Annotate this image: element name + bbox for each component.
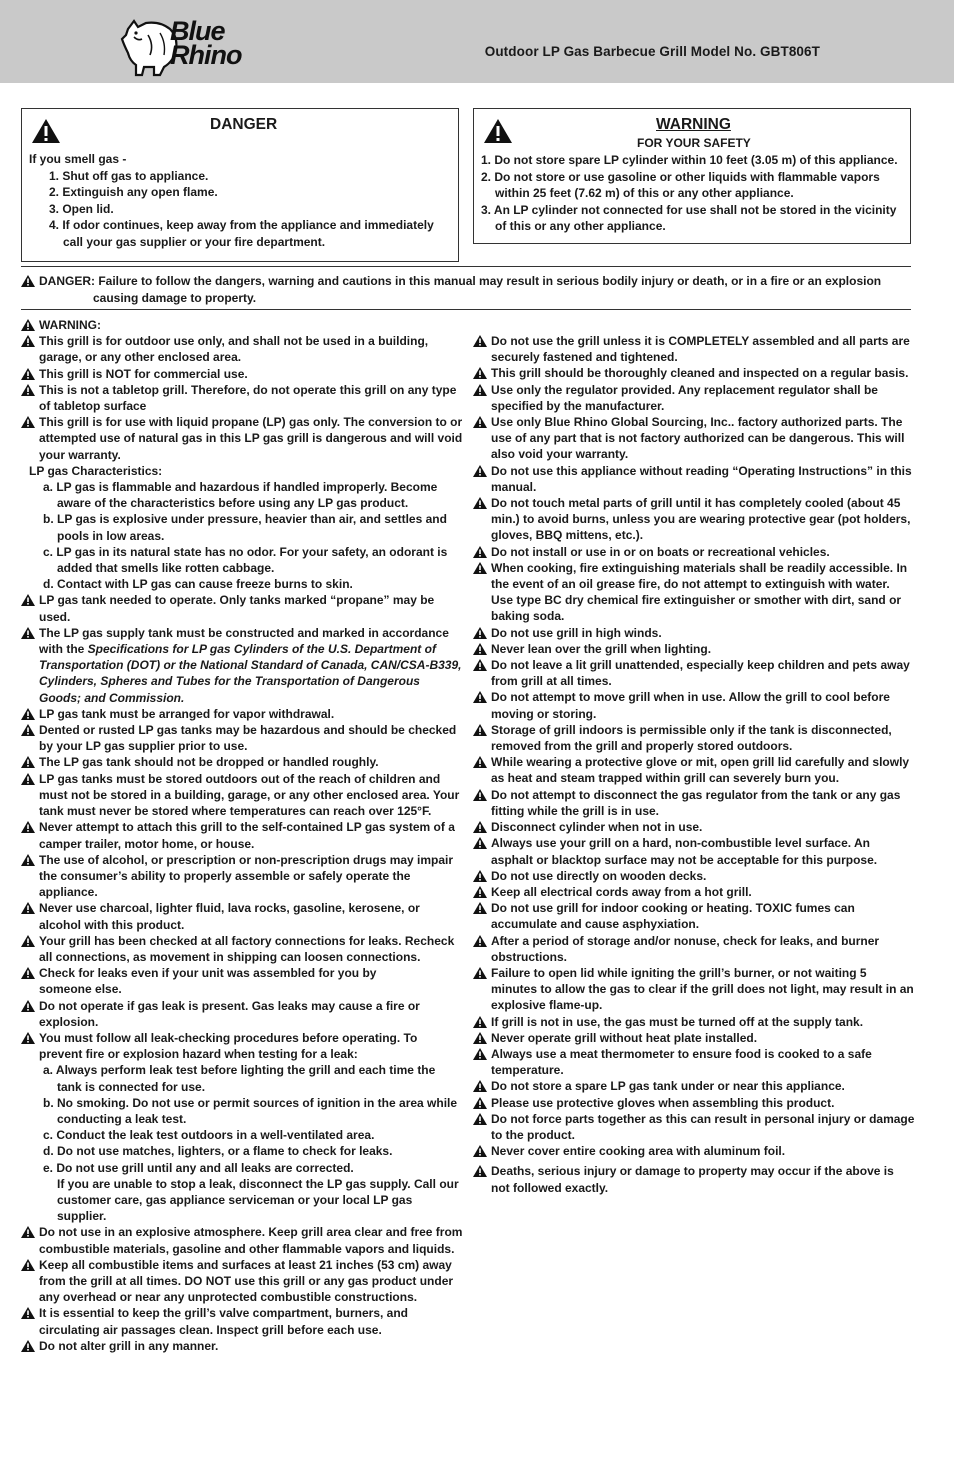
warning-triangle-icon <box>473 643 487 655</box>
warning-triangle-icon <box>21 935 35 947</box>
list-item <box>21 366 463 382</box>
list-item <box>21 965 463 997</box>
warning-subtitle: FOR YOUR SAFETY <box>637 136 751 150</box>
list-item-text: Failure to open lid while igniting the grill’s burner, or not waiting 5 minutes to allow the gas to clear if the grill does not light, may result in an explosive flame-up. <box>491 965 914 1013</box>
warning-triangle-icon <box>473 967 487 979</box>
danger-statement-line <box>21 273 911 290</box>
warning-triangle-icon <box>473 1032 487 1044</box>
list-item <box>473 1095 915 1111</box>
list-item-text: someone else. <box>39 982 122 997</box>
list-item-text: Never lean over the grill when lighting. <box>491 641 712 656</box>
list-item <box>21 625 463 706</box>
warning-triangle-icon <box>473 497 487 509</box>
warning-triangle-icon <box>473 384 487 396</box>
warning-triangle-icon <box>21 319 35 331</box>
warning-triangle-icon <box>31 118 61 144</box>
list-item <box>21 819 463 851</box>
leak-note: If you are unable to stop a leak, disconnect the LP gas supply. Call our customer care, gas appliance serviceman or your local LP gas supplier. <box>57 1176 459 1224</box>
danger-step: 3. Open lid. <box>49 201 114 216</box>
list-item <box>21 933 463 965</box>
warning-heading: WARNING: <box>39 318 101 332</box>
warning-triangle-icon <box>473 886 487 898</box>
list-item <box>21 1224 463 1256</box>
list-item <box>473 884 915 900</box>
list-item-text: This grill is NOT for commercial use. <box>39 366 248 381</box>
list-item-text: The LP gas tank should not be dropped or handled roughly. <box>39 755 379 770</box>
leak-step: d. Do not use matches, lighters, or a flame to check for leaks. <box>43 1144 393 1159</box>
list-item-text: This is not a tabletop grill. Therefore, do not operate this grill on any type of tabletop surface <box>39 382 457 414</box>
lp-characteristics-heading: LP gas Characteristics: <box>29 463 163 478</box>
list-item <box>21 771 463 820</box>
list-item-text: Dented or rusted LP gas tanks may be hazardous and should be checked by your LP gas supplier prior to use. <box>39 723 457 754</box>
warning-triangle-icon <box>473 465 487 477</box>
warning-triangle-icon <box>21 967 35 979</box>
list-item <box>21 754 463 770</box>
list-item-text: Use only the regulator provided. Any replacement regulator shall be specified by the manufacturer. <box>491 382 878 413</box>
warning-triangle-icon <box>21 708 35 720</box>
list-item-text: Do not use directly on wooden decks. <box>491 868 707 883</box>
list-item <box>21 1305 463 1337</box>
list-item <box>473 544 915 560</box>
logo-wordmark <box>170 16 242 70</box>
list-item-text: Never cover entire cooking area with aluminum foil. <box>491 1144 786 1159</box>
list-item-text: Disconnect cylinder when not in use. <box>491 820 703 835</box>
list-item <box>473 463 915 495</box>
list-item-text: After a period of storage and/or nonuse, check for leaks, and burner obstructions. <box>491 933 880 964</box>
warning-triangle-icon <box>473 659 487 671</box>
warning-triangle-icon <box>21 416 35 428</box>
list-item-text: Do not use the grill unless it is COMPLETELY assembled and all parts are securely fastened and tightened. <box>491 334 910 365</box>
warning-step: 1. Do not store spare LP cylinder within 10 feet (3.05 m) of this appliance. <box>481 153 898 167</box>
list-item-text: If grill is not in use, the gas must be turned off at the supply tank. <box>491 1014 864 1029</box>
dot-specification-reference: Specifications for LP gas Cylinders of the U.S. Department of Transportation (DOT) or the National Standard of Canada, CAN/CSA-B339, Cylinders, Spheres and Tubes for the Transportation of Dangerous Goods; and Commission. <box>39 642 462 705</box>
list-item <box>21 1338 463 1354</box>
logo-word-rhino: Rhino <box>170 40 242 70</box>
list-item-text: Do not operate if gas leak is present. Gas leaks may cause a fire or explosion. <box>39 998 420 1029</box>
list-item <box>473 1111 915 1143</box>
list-item <box>473 657 915 689</box>
warning-triangle-icon <box>473 935 487 947</box>
lp-characteristic: c. LP gas in its natural state has no odor. For your safety, an odorant is added that smells like rotten cabbage. <box>43 544 448 576</box>
warning-triangle-icon <box>473 1016 487 1028</box>
list-item-text: The LP gas supply tank must be constructed and marked in accordance with the <box>39 625 449 657</box>
lp-characteristic: d. Contact with LP gas can cause freeze burns to skin. <box>43 577 353 592</box>
list-item-text: LP gas tanks must be stored outdoors out of the reach of children and must not be stored in a building, garage, or any other enclosed area. Your tank must never be stored where temperatures can reach over 125°F. <box>39 771 460 819</box>
list-item-text: This grill is for outdoor use only, and shall not be used in a building, garage, or any other enclosed area. <box>39 334 429 365</box>
list-item-text: Do not use grill in high winds. <box>491 625 662 640</box>
list-item-text: It is essential to keep the grill’s valve compartment, burners, and circulating air passages clean. Inspect grill before each use. <box>39 1306 409 1337</box>
list-item-text: Never operate grill without heat plate installed. <box>491 1030 758 1045</box>
list-item <box>21 333 463 365</box>
list-item <box>21 1257 463 1306</box>
list-item <box>473 819 915 835</box>
warning-triangle-icon <box>21 821 35 833</box>
warning-triangle-icon <box>483 118 513 144</box>
list-item <box>473 933 915 965</box>
danger-step: 1. Shut off gas to appliance. <box>49 168 209 183</box>
warning-triangle-icon <box>473 627 487 639</box>
warning-triangle-icon <box>473 1165 487 1177</box>
danger-statement <box>21 273 911 306</box>
list-item-text: Do not leave a lit grill unattended, especially keep children and pets away from grill at all times. <box>491 658 910 689</box>
warning-step: 3. An LP cylinder not connected for use shall not be stored in the vicinity of this or any other appliance. <box>481 202 897 233</box>
leak-step: b. No smoking. Do not use or permit sources of ignition in the area while conducting a leak test. <box>43 1095 458 1126</box>
list-item-text: Do not touch metal parts of grill until it has completely cooled (about 45 min.) to avoid burns, unless you are wearing protective gear (pot holders, gloves, BBQ mittens, etc.). <box>491 496 911 543</box>
list-item <box>473 333 915 365</box>
list-item <box>473 1143 915 1159</box>
list-item-text: Do not alter grill in any manner. <box>39 1338 219 1353</box>
warning-triangle-icon <box>473 789 487 801</box>
list-item-text: Do not attempt to disconnect the gas regulator from the tank or any gas fitting while the grill is in use. <box>491 787 901 818</box>
list-item <box>21 414 463 463</box>
divider <box>21 309 911 310</box>
list-item <box>473 414 915 463</box>
warning-triangle-icon <box>473 546 487 558</box>
list-item-text: Never attempt to attach this grill to the self-contained LP gas system of a camper trailer, motor home, or house. <box>39 820 455 851</box>
warning-triangle-icon <box>21 756 35 768</box>
list-item <box>473 1014 915 1030</box>
list-item-text: You must follow all leak-checking procedures before operating. To prevent fire or explosion hazard when testing for a leak: <box>39 1030 418 1062</box>
list-item <box>473 365 915 381</box>
list-item-text: Do not install or use in or on boats or recreational vehicles. <box>491 544 830 559</box>
list-item-text: LP gas tank must be arranged for vapor withdrawal. <box>39 706 335 721</box>
danger-steps <box>49 168 449 251</box>
list-item <box>21 706 463 722</box>
list-item-text: Never use charcoal, lighter fluid, lava rocks, gasoline, kerosene, or alcohol with this product. <box>39 901 420 932</box>
list-item-text: Check for leaks even if your unit was assembled for you by <box>39 966 377 981</box>
left-column <box>21 317 463 1354</box>
warning-triangle-icon <box>473 562 487 574</box>
danger-intro: If you smell gas - <box>29 152 127 166</box>
list-item-text: Your grill has been checked at all factory connections for leaks. Recheck all connections, as movement in shipping can loosen connections. <box>39 933 455 964</box>
list-item-text: Keep all electrical cords away from a hot grill. <box>491 884 752 899</box>
warning-triangle-icon <box>21 724 35 736</box>
list-item-text: This grill is for use with liquid propane (LP) gas only. The conversion to or attempted use of natural gas in this LP gas grill is dangerous and will void your warranty. <box>39 415 463 462</box>
danger-step: 2. Extinguish any open flame. <box>49 185 218 199</box>
warning-triangle-icon <box>21 1307 35 1319</box>
right-column <box>473 333 915 1196</box>
list-item-text: Storage of grill indoors is permissible only if the tank is disconnected, removed from the grill and properly stored outdoors. <box>491 722 892 754</box>
list-item <box>21 722 463 754</box>
danger-body <box>29 151 449 250</box>
warning-triangle-icon <box>21 1259 35 1271</box>
warning-triangle-icon <box>473 1113 487 1125</box>
list-item-text: Do not use grill for indoor cooking or heating. TOXIC fumes can accumulate and cause asphyxiation. <box>491 901 855 932</box>
list-item <box>473 382 915 414</box>
list-item <box>473 625 915 641</box>
lp-characteristic: b. LP gas is explosive under pressure, heavier than air, and settles and pools in low areas. <box>43 512 447 543</box>
lp-characteristic: a. LP gas is flammable and hazardous if handled improperly. Become aware of the characteristics before using any LP gas product. <box>43 480 438 511</box>
list-item-text: Keep all combustible items and surfaces at least 21 inches (53 cm) away from the grill at all times. DO NOT use this grill or any gas product under any overhead or near any unprotected combustible constructions. <box>39 1257 454 1305</box>
danger-box <box>21 108 459 262</box>
list-item-text: Deaths, serious injury or damage to property may occur if the above is not followed exactly. <box>491 1164 894 1195</box>
warning-triangle-icon <box>21 1000 35 1012</box>
warning-triangle-icon <box>473 367 487 379</box>
list-item-text: Do not force parts together as this can result in personal injury or damage to the product. <box>491 1111 915 1142</box>
divider <box>21 266 911 267</box>
list-item-text: Use only Blue Rhino Global Sourcing, Inc.. factory authorized parts. The use of any part that is not factory authorized can be dangerous. This will also void your warranty. <box>491 415 905 462</box>
list-item-text: Always use a meat thermometer to ensure food is cooked to a safe temperature. <box>491 1046 872 1078</box>
warning-triangle-icon <box>21 1226 35 1238</box>
list-item-text: Always use your grill on a hard, non-combustible level surface. An asphalt or blacktop surface may not be acceptable for this purpose. <box>491 836 878 867</box>
warning-triangle-icon <box>473 1145 487 1157</box>
warning-triangle-icon <box>473 1080 487 1092</box>
warning-triangle-icon <box>21 627 35 639</box>
list-item-text: Please use protective gloves when assembling this product. <box>491 1095 835 1110</box>
list-item <box>473 835 915 867</box>
page-header <box>0 0 954 83</box>
warning-triangle-icon <box>473 821 487 833</box>
list-item <box>473 1046 915 1078</box>
list-item-text: This grill should be thoroughly cleaned and inspected on a regular basis. <box>491 366 909 381</box>
warning-triangle-icon <box>473 724 487 736</box>
warning-triangle-icon <box>21 902 35 914</box>
blue-rhino-logo <box>120 15 280 80</box>
warning-triangle-icon <box>473 416 487 428</box>
warning-title: WARNING <box>656 116 731 133</box>
list-item-text: While wearing a protective glove or mit, open grill lid carefully and slowly as heat and steam trapped within grill can severely burn you. <box>491 755 910 786</box>
list-item <box>21 317 463 333</box>
warning-triangle-icon <box>473 335 487 347</box>
list-item <box>473 641 915 657</box>
leak-step: a. Always perform leak test before lighting the grill and each time the tank is connected for use. <box>43 1063 436 1094</box>
list-item <box>473 689 915 721</box>
leak-step: c. Conduct the leak test outdoors in a well-ventilated area. <box>43 1128 375 1143</box>
list-item-text: The use of alcohol, or prescription or non-prescription drugs may impair the consumer’s ability to properly assemble or safely operate the appliance. <box>39 852 454 900</box>
list-item <box>21 592 463 624</box>
warning-triangle-icon <box>21 368 35 380</box>
warning-triangle-icon <box>21 335 35 347</box>
warning-triangle-icon <box>473 1048 487 1060</box>
warning-triangle-icon <box>473 837 487 849</box>
list-item-text: When cooking, fire extinguishing materials shall be readily accessible. In the event of an oil grease fire, do not attempt to extinguish with water. Use type BC dry chemical fire extinguisher or smother with dirt, sand or baking soda. <box>491 560 908 624</box>
document-title: Outdoor LP Gas Barbecue Grill Model No. GBT806T <box>484 44 820 59</box>
list-item <box>473 560 915 625</box>
warning-box <box>473 108 911 244</box>
warning-triangle-icon <box>21 1340 35 1352</box>
list-item <box>21 852 463 901</box>
warning-triangle-icon <box>21 854 35 866</box>
list-item-text: Do not use this appliance without reading “Operating Instructions” in this manual. <box>491 463 912 494</box>
warning-step: 2. Do not store or use gasoline or other liquids with flammable vapors within 25 feet (7.62 m) of this or any other appliance. <box>481 169 880 200</box>
danger-statement-text: causing damage to property. <box>93 290 257 305</box>
warning-triangle-icon <box>21 594 35 606</box>
warning-triangle-icon <box>21 1032 35 1044</box>
list-item-text: LP gas tank needed to operate. Only tanks marked “propane” may be used. <box>39 593 435 624</box>
list-item <box>21 900 463 932</box>
warning-triangle-icon <box>473 902 487 914</box>
list-item <box>473 495 915 544</box>
warning-steps <box>481 152 911 235</box>
warning-triangle-icon <box>473 1097 487 1109</box>
list-item <box>473 722 915 754</box>
warning-triangle-icon <box>21 773 35 785</box>
list-item <box>21 998 463 1030</box>
list-item <box>473 965 915 1014</box>
list-item <box>473 1163 915 1195</box>
warning-triangle-icon <box>473 870 487 882</box>
leak-step: e. Do not use grill until any and all leaks are corrected. <box>43 1160 354 1175</box>
list-item <box>21 382 463 414</box>
list-item <box>473 754 915 786</box>
warning-triangle-icon <box>21 275 35 287</box>
list-item <box>473 787 915 819</box>
danger-title: DANGER <box>210 116 278 133</box>
warning-body <box>481 152 911 235</box>
danger-step: 4. If odor continues, keep away from the appliance and immediately call your gas supplier or your fire department. <box>49 218 434 249</box>
warning-triangle-icon <box>473 756 487 768</box>
list-item <box>473 1078 915 1094</box>
list-item <box>473 868 915 884</box>
danger-statement-text: DANGER: Failure to follow the dangers, warning and cautions in this manual may result in serious bodily injury or death, or in a fire or an explosion <box>39 274 882 288</box>
warning-triangle-icon <box>21 384 35 396</box>
list-item-text: Do not store a spare LP gas tank under or near this appliance. <box>491 1079 845 1094</box>
list-item <box>473 900 915 932</box>
list-item-text: Do not attempt to move grill when in use. Allow the grill to cool before moving or storing. <box>491 690 890 721</box>
list-item-text: Do not use in an explosive atmosphere. Keep grill area clear and free from combustible materials, gasoline and other flammable vapors and liquids. <box>39 1225 463 1256</box>
warning-triangle-icon <box>473 691 487 703</box>
logo-word-blue: Blue <box>170 16 225 46</box>
list-item <box>473 1030 915 1046</box>
list-item <box>21 1030 463 1062</box>
